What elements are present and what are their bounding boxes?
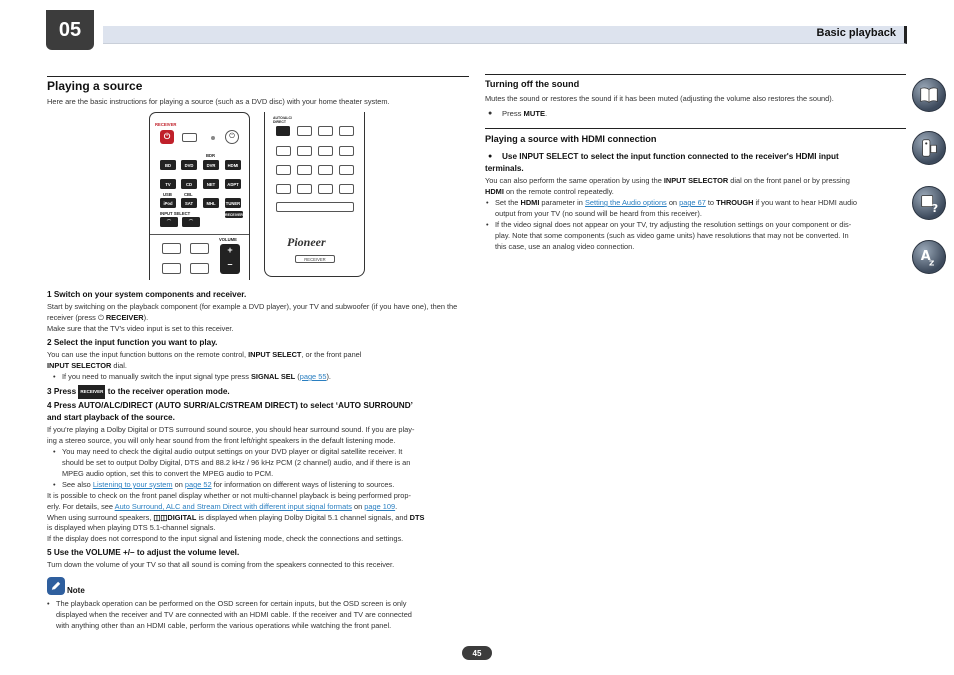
step-4-text: If you're playing a Dolby Digital or DTS surround sound source, you should hear surround sound. If you are play- [47, 425, 415, 434]
remote-button [190, 243, 209, 254]
step-4-text: ing a stereo source, you will only hear sound from the front left/right speakers in the default listening mode. [47, 436, 396, 445]
volume-rocker [220, 244, 240, 274]
hdmi-button: HDMI [225, 160, 241, 170]
hdmi-bullet-heading-cont: terminals. [485, 164, 524, 173]
cbl-label: CBL [184, 192, 193, 197]
hdmi-bullet-1: • Set the HDMI parameter in Setting the Audio options on page 67 to THROUGH if you want to hear HDMI audio [495, 197, 857, 208]
step-1-heading: 1 Switch on your system components and receiver. [47, 290, 247, 299]
auto-alc-direct-button [276, 126, 290, 136]
step-3-heading: 3 Press RECEIVER to the receiver operation mode. [47, 385, 230, 399]
remote-button [162, 263, 181, 274]
page-67-link[interactable]: page 67 [679, 198, 706, 207]
hdmi-bullet-2: • If the video signal does not appear on your TV, try adjusting the resolution settings on your component or dis- [495, 219, 851, 230]
remote-button [339, 126, 354, 136]
remote-button [190, 263, 209, 274]
page-109-link[interactable]: page 109 [364, 502, 396, 511]
volume-plus: + [227, 245, 233, 255]
remote-button [318, 146, 333, 156]
mhl-button: MHL [203, 198, 219, 208]
indicator-dot [211, 136, 215, 140]
step-1-note: Make sure that the TV's video input is set to this receiver. [47, 324, 234, 333]
step-5-text: Turn down the volume of your TV so that all sound is coming from the speakers connected to this receiver. [47, 560, 395, 569]
auto-surround-link[interactable]: Auto Surround, ALC and Stream Direct with different input signal formats [114, 502, 352, 511]
glossary-icon[interactable] [912, 240, 946, 274]
hdmi-text: HDMI on the remote control repeatedly. [485, 187, 614, 196]
adpt-button: ADPT [225, 179, 241, 189]
page-title: Playing a source [47, 79, 143, 93]
auto-alc-label: AUTO/ALC/ DIRECT [273, 116, 292, 124]
step-2-bullet: • If you need to manually switch the input signal type press SIGNAL SEL (page 55). [62, 371, 331, 382]
sat-button: SAT [181, 198, 197, 208]
step-4-text: It is possible to check on the front panel display whether or not multi-channel playback is being performed prop- [47, 491, 411, 500]
hdmi-bullet-2-cont: this case, use an analog video connection. [495, 242, 635, 251]
remote-button [297, 126, 312, 136]
remote-button [276, 184, 291, 194]
remote-control-icon[interactable] [912, 131, 946, 165]
step-4-heading: 4 Press AUTO/ALC/DIRECT (AUTO SURR/ALC/STREAM DIRECT) to select ‘AUTO SURROUND’ [47, 401, 413, 410]
remote-illustration-left [149, 112, 250, 280]
note-icon [47, 577, 65, 595]
mute-bullet: ● Press MUTE. [502, 108, 547, 119]
remote-illustration-right [264, 112, 365, 277]
step-4-text: When using surround speakers, ◫◫DIGITAL is displayed when playing Dolby Digital 5.1 channel signals, and DTS [47, 513, 425, 522]
svg-text:A: A [920, 248, 931, 264]
ipod-button: iPod [160, 198, 176, 208]
remote-button [297, 165, 312, 175]
divider [485, 74, 906, 75]
step-2-text-2: INPUT SELECTOR dial. [47, 361, 127, 370]
remote-button [276, 165, 291, 175]
audio-options-link[interactable]: Setting the Audio options [584, 198, 667, 207]
divider [485, 128, 906, 129]
receiver-switch: RECEIVER [295, 255, 335, 263]
remote-divider [150, 234, 249, 235]
remote-button [339, 184, 354, 194]
remote-button [318, 165, 333, 175]
step-4-heading-2: and start playback of the source. [47, 413, 175, 422]
step-4-bullet-2: • See also Listening to your system on page 52 for information on different ways of listening to sources. [62, 479, 394, 490]
step-2-text: You can use the input function buttons on the remote control, INPUT SELECT, or the front panel [47, 350, 362, 359]
note-text: with anything other than an HDMI cable, perform the various operations while watching the front panel. [56, 621, 392, 630]
dvr-button: DVR [203, 160, 219, 170]
cd-button: CD [181, 179, 197, 189]
receiver-label: RECEIVER [155, 122, 177, 127]
note-label: Note [67, 586, 85, 595]
dolby-digital-mark: ◫◫ [153, 513, 168, 522]
step-1-text: Start by switching on the playback component (for example a DVD player), your TV and subwoofer (if you have one), then the receiver (press ⏻ RECEIVER). [47, 302, 458, 322]
listening-link[interactable]: Listening to your system [92, 480, 173, 489]
usb-label: USB [163, 192, 172, 197]
page-55-link[interactable]: page 55 [299, 372, 327, 381]
hdmi-bullet-heading: ● Use INPUT SELECT to select the input function connected to the receiver's HDMI input [502, 151, 839, 163]
receiver-button-glyph: RECEIVER [78, 385, 105, 399]
page-number: 45 [462, 646, 492, 660]
remote-button [182, 133, 197, 142]
mute-text: Mutes the sound or restores the sound if it has been muted (adjusting the volume also restores the sound). [485, 94, 834, 103]
remote-button [276, 146, 291, 156]
header-bar [103, 26, 907, 44]
volume-label: VOLUME [219, 237, 237, 242]
volume-minus: – [227, 259, 233, 269]
remote-button [318, 184, 333, 194]
section-heading-hdmi: Playing a source with HDMI connection [485, 134, 657, 144]
manual-book-icon[interactable] [912, 78, 946, 112]
step-4-text: erly. For details, see Auto Surround, ALC and Stream Direct with different input signal formats on page 109. [47, 502, 398, 511]
net-button: NET [203, 179, 219, 189]
remote-button [318, 126, 333, 136]
remote-button [339, 146, 354, 156]
section-heading-mute: Turning off the sound [485, 79, 580, 89]
step-4-text: is displayed when playing DTS 5.1-channel signals. [47, 523, 216, 532]
note-text: • The playback operation can be performed on the OSD screen for certain inputs, but the OSD screen is only [56, 598, 406, 609]
receiver-power-button: ⏻ [160, 130, 174, 144]
input-select-right-button: ⌒ [182, 217, 200, 227]
bdr-label: BDR [206, 153, 216, 158]
note-text: displayed when the receiver and TV are connected with an HDMI cable. If the receiver and TV are connected [56, 610, 412, 619]
step-4-bullet-1-cont: MPEG audio option, set this to convert the MPEG audio to PCM. [62, 469, 274, 478]
step-4-bullet-1-cont: should be set to output Dolby Digital, DTS and 88.2 kHz / 96 kHz PCM (2 channel) audio, and if there is an [62, 458, 411, 467]
svg-text:?: ? [931, 202, 939, 214]
hdmi-bullet-2-cont: play. Note that some components (such as video game units) have resolutions that may not be converted. In [495, 231, 849, 240]
step-2-heading: 2 Select the input function you want to play. [47, 338, 218, 347]
page-52-link[interactable]: page 52 [184, 480, 212, 489]
tv-button: TV [160, 179, 176, 189]
remote-button [297, 184, 312, 194]
dvd-button: DVD [181, 160, 197, 170]
pioneer-logo: Pioneer [287, 235, 326, 249]
input-select-left-button: ⌒ [160, 217, 178, 227]
svg-text:Z: Z [929, 258, 935, 268]
source-power-button: ⏻ [225, 130, 239, 144]
divider [47, 76, 469, 77]
section-title: Basic playback [816, 27, 896, 39]
tuner-button: TUNER [225, 198, 241, 208]
step-5-heading: 5 Use the VOLUME +/– to adjust the volume level. [47, 548, 240, 557]
faq-tools-icon[interactable] [912, 186, 946, 220]
hdmi-text: You can also perform the same operation by using the INPUT SELECTOR dial on the front panel or by pressing [485, 176, 850, 185]
remote-button [339, 165, 354, 175]
remote-button [297, 146, 312, 156]
step-4-text: If the display does not correspond to the input signal and listening mode, check the connections and settings. [47, 534, 404, 543]
input-select-label: INPUT SELECT [160, 211, 191, 216]
step-4-bullet-1: • You may need to check the digital audio output settings on your DVD player or digital satellite receiver. It [62, 446, 402, 457]
chapter-number: 05 [46, 10, 94, 50]
bd-button: BD [160, 160, 176, 170]
intro-text: Here are the basic instructions for playing a source (such as a DVD disc) with your home theater system. [47, 97, 390, 106]
remote-button [162, 243, 181, 254]
receiver-mode-button: RECEIVER [225, 212, 243, 217]
remote-button-row [276, 202, 354, 212]
hdmi-bullet-1-cont: output from your TV (no sound will be heard from this receiver). [495, 209, 702, 218]
